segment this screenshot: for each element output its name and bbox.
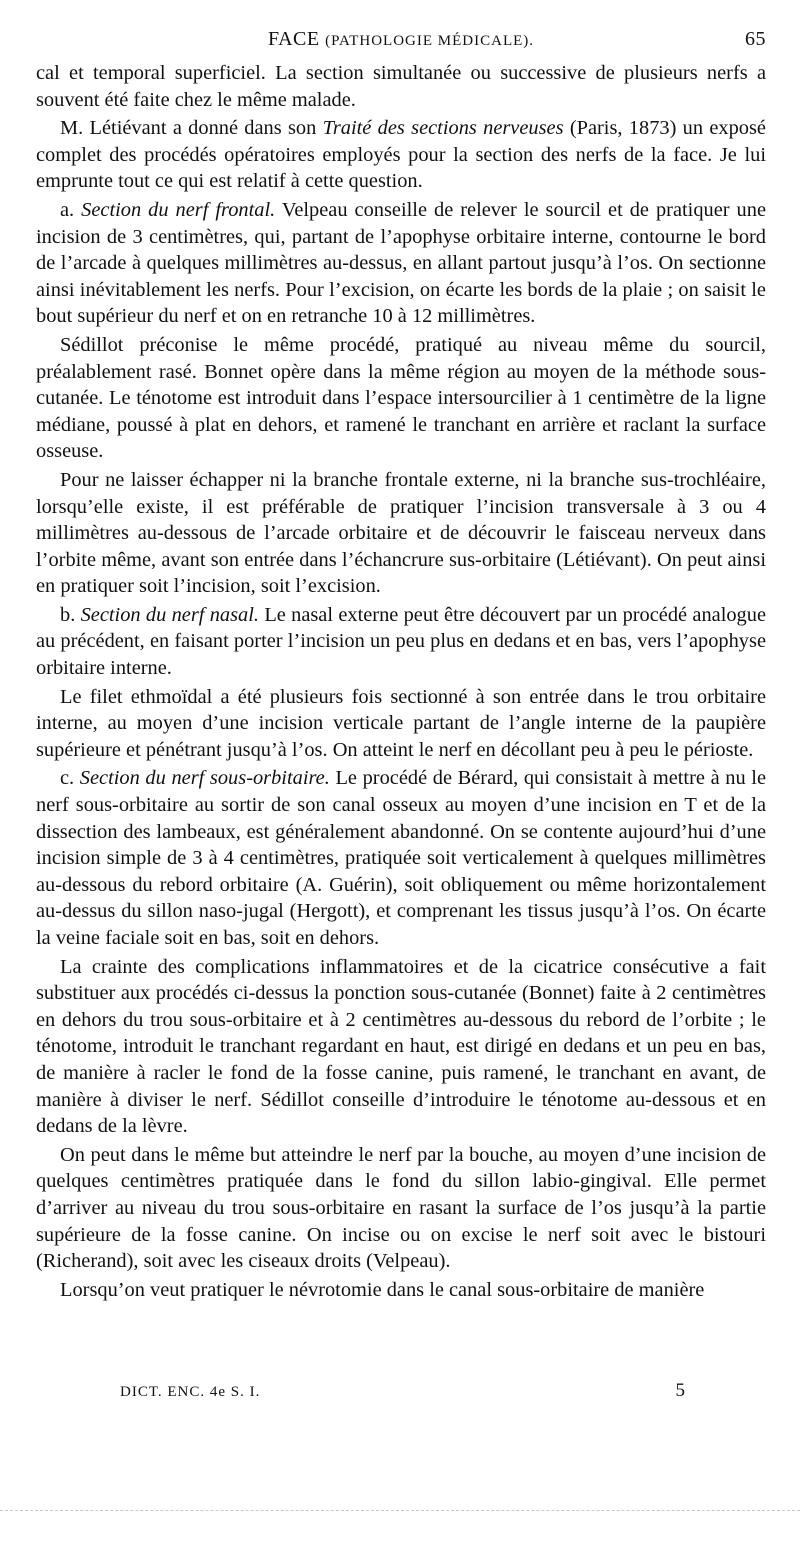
section-c-paragraph: [36, 765, 766, 951]
section-b-text: Le nasal externe peut être découvert par un procédé analogue au précédent, en faisant porter l’incision un peu plus en dedans et en bas, vers l’apophyse orbitaire interne.: [36, 603, 766, 680]
page-number: 65: [745, 28, 766, 50]
page-footer: [100, 1380, 696, 1406]
section-c-heading: Section du nerf sous-orbitaire.: [79, 767, 330, 790]
paragraph-crainte: La crainte des complications inflammatoires et de la cicatrice consécutive a fait substituer aux procédés ci-dessus la ponction sous-cutanée (Bonnet) faite à 2 centimètres en dehors du trou sous-orbitaire et à 2 centimètres au-dessous du rebord de l’orbite ; le ténotome, introduit le tranchant regardant en haut, est dirigé en dedans et un peu en bas, de manière à racler le fond de la fosse canine, puis ramené, le tranchant en avant, de manière à diviser le nerf. Sédillot conseille d’introduire le ténotome au-dessous et en dedans de la lèvre.: [36, 955, 766, 1138]
running-header: [36, 28, 766, 58]
running-title-sub: (PATHOLOGIE MÉDICALE).: [325, 33, 535, 49]
body-text: [36, 60, 766, 1303]
signature-mark: DICT. ENC. 4e S. I.: [120, 1384, 261, 1400]
paragraph-filet-ethmoidal: Le filet ethmoïdal a été plusieurs fois sectionné à son entrée dans le trou orbitaire interne, au moyen d’une incision verticale partant de l’angle interne de la paupière supérieure et pénétrant jusqu’à l’os. On atteint le nerf en décollant peu à peu le périoste.: [36, 685, 766, 761]
paragraph-1: cal et temporal superficiel. La section simultanée ou successive de plusieurs nerfs a souvent été faite chez le même malade.: [36, 62, 766, 111]
paragraph-bouche: On peut dans le même but atteindre le nerf par la bouche, au moyen d’une incision de quelques centimètres pratiquée dans le fond du sillon labio-gingival. Elle permet d’arriver au niveau du trou sous-orbitaire en rasant la surface de l’os jusqu’à la partie supérieure de la fosse canine. On incise ou on excise le nerf soit avec le bistouri (Richerand), soit avec les ciseaux droits (Velpeau).: [36, 1143, 766, 1273]
section-a-text: Velpeau conseille de relever le sourcil et de pratiquer une incision de 3 centimètres, qui, partant de l’apophyse orbitaire interne, contourne le bord de l’arcade à quelques millimètres au-dessus, en allant partout jusqu’à l’os. On sectionne ainsi inévitablement les nerfs. Pour l’excision, on écarte les bords de la plaie ; on saisit le bout supérieur du nerf et on en retranche 10 à 12 millimètres.: [36, 198, 767, 328]
section-b-marker: b.: [60, 603, 81, 626]
paragraph-2: [36, 115, 766, 195]
book-title: Traité des sections nerveuses: [322, 117, 564, 140]
running-title: [36, 28, 766, 51]
section-a-paragraph: [36, 197, 766, 330]
section-c-marker: c.: [60, 767, 80, 790]
section-b-heading: Section du nerf nasal.: [80, 603, 260, 626]
running-title-main: FACE: [267, 28, 320, 50]
section-a-marker: a.: [60, 198, 82, 221]
paragraph-2-after: (Paris, 1873) un exposé complet des procédés opératoires employés pour la section des nerfs de la face. Je lui emprunte tout ce qui est relatif à cette question.: [36, 117, 766, 193]
section-a-heading: Section du nerf frontal.: [81, 198, 276, 221]
section-c-text: Le procédé de Bérard, qui consistait à mettre à nu le nerf sous-orbitaire au sortir de son canal osseux au moyen d’une incision en T et de la dissection des lambeaux, est généralement abandonné. On se contente aujourd’hui d’une incision simple de 3 à 4 centimètres, pratiquée soit verticalement à quelques millimètres au-dessous du rebord orbitaire (A. Guérin), soit obliquement ou même horizontalement au-dessus du sillon naso-jugal (Hergott), et comprenant les tissus jusqu’à l’os. On écarte la veine faciale soit en bas, soit en dehors.: [36, 767, 766, 949]
scan-edge-divider: [0, 1510, 800, 1512]
paragraph-2-before: M. Létiévant a donné dans son: [60, 117, 323, 140]
paragraph-last: Lorsqu’on veut pratiquer le névrotomie dans le canal sous-orbitaire de manière: [60, 1278, 705, 1301]
sheet-number: 5: [675, 1380, 686, 1401]
paragraph-branche-frontale: Pour ne laisser échapper ni la branche frontale externe, ni la branche sus-trochléaire, lorsqu’elle existe, il est préférable de pratiquer l’incision transversale à 3 ou 4 millimètres au-dessous de l’arcade orbitaire et de découvrir le faisceau nerveux dans l’orbite même, avant son entrée dans l’échancrure sus-orbitaire (Létiévant). On peut ainsi en pratiquer soit l’incision, soit l’excision.: [36, 468, 766, 598]
paragraph-sedillot: Sédillot préconise le même procédé, pratiqué au niveau même du sourcil, préalablement rasé. Bonnet opère dans la même région au moyen de la méthode sous-cutanée. Le ténotome est introduit dans l’espace intersourcilier à 1 centimètre de la ligne médiane, poussé à plat en dehors, et ramené le tranchant en arrière et raclant la surface osseuse.: [36, 333, 766, 463]
section-b-paragraph: [36, 602, 766, 682]
